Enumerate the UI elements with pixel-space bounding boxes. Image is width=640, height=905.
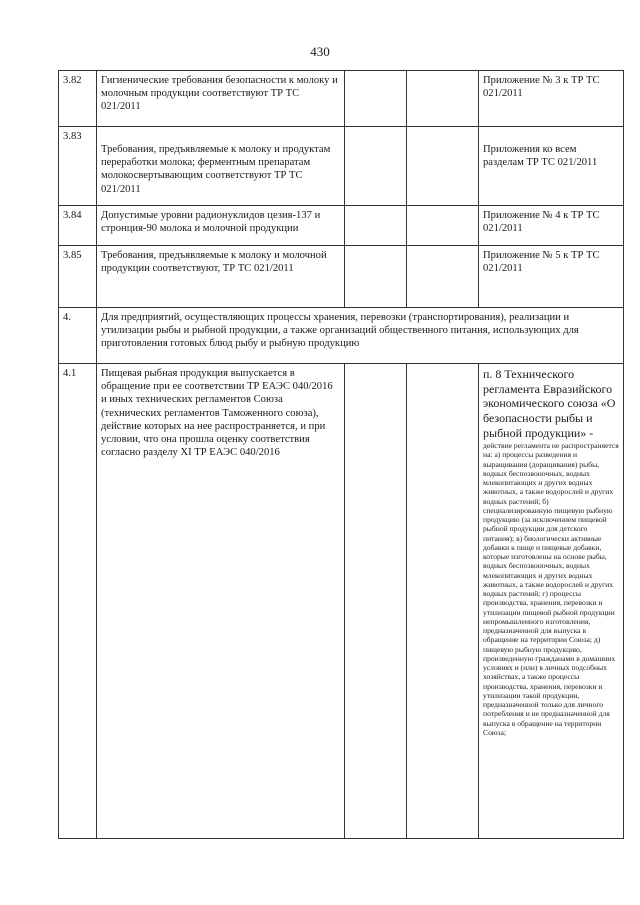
regulation-reference: Приложение № 5 к ТР ТС 021/2011 bbox=[479, 246, 624, 308]
regulation-reference bbox=[479, 364, 624, 839]
requirement-text: Пищевая рыбная продукция выпускается в обращение при ее соответствии ТР ЕАЭС 040/2016 и иных технических регламентов Союза (технических регламентов Таможенного союза), действие которых на нее распространяется, и при условии, что она прошла оценку соответствия согласно разделу XI ТР ЕАЭС 040/2016 bbox=[97, 364, 345, 839]
regulation-reference: Приложение № 4 к ТР ТС 021/2011 bbox=[479, 206, 624, 246]
empty-cell bbox=[407, 127, 479, 206]
table-row bbox=[59, 364, 624, 839]
empty-cell bbox=[407, 246, 479, 308]
row-number: 3.83 bbox=[59, 127, 97, 206]
regulation-reference: Приложение № 3 к ТР ТС 021/2011 bbox=[479, 71, 624, 127]
requirement-text: Допустимые уровни радионуклидов цезия-137 и стронция-90 молока и молочной продукции bbox=[97, 206, 345, 246]
table-row bbox=[59, 246, 624, 308]
empty-cell bbox=[345, 364, 407, 839]
empty-cell bbox=[345, 246, 407, 308]
regulation-exclusions: действие регламента не распространяется на: а) процессы разведения и выращивания (доращивания) рыбы, водных беспозвоночных, водных млекопитающих и других водных животных, а также водорослей и других водных растений; б) специализированную пищевую рыбную продукцию (за исключением пищевой рыбной продукции для детского питания); в) биологически активные добавки к пище и пищевые добавки, которые изготовлены на основе рыбы, водных беспозвоночных, водных млекопитающих и других водных животных, а также водорослей и других водных растений; г) процессы производства, хранения, перевозки и утилизации пищевой рыбной продукции непромышленного изготовления, предназначенной для выпуска в обращение на территории Союза; д) пищевую рыбную продукцию, произведенную гражданами в домашних условиях и (или) в личных подсобных хозяйствах, а также процессы производства, хранения, перевозки и утилизации такой продукции, предназначенной только для личного потребления и не предназначенной для выпуска в обращение на территории Союза; bbox=[483, 441, 619, 737]
row-number: 3.84 bbox=[59, 206, 97, 246]
regulation-reference: Приложения ко всем разделам ТР ТС 021/2011 bbox=[479, 127, 624, 206]
requirements-table bbox=[58, 70, 624, 839]
empty-cell bbox=[407, 364, 479, 839]
row-number: 3.82 bbox=[59, 71, 97, 127]
requirement-text: Требования, предъявляемые к молоку и продуктам переработки молока; ферментным препаратам молокосвертывающим соответствуют ТР ТС 021/2011 bbox=[97, 127, 345, 206]
empty-cell bbox=[407, 206, 479, 246]
table-row bbox=[59, 127, 624, 206]
section-row bbox=[59, 308, 624, 364]
empty-cell bbox=[345, 127, 407, 206]
empty-cell bbox=[345, 206, 407, 246]
requirement-text: Требования, предъявляемые к молоку и молочной продукции соответствуют, ТР ТС 021/2011 bbox=[97, 246, 345, 308]
table-row bbox=[59, 206, 624, 246]
row-number: 3.85 bbox=[59, 246, 97, 308]
page-number: 430 bbox=[310, 44, 330, 59]
table-row bbox=[59, 71, 624, 127]
regulation-title: п. 8 Технического регламента Евразийского экономического союза «О безопасности рыбы и рыбной продукции» - bbox=[483, 367, 616, 440]
empty-cell bbox=[407, 71, 479, 127]
requirement-text: Гигиенические требования безопасности к молоку и молочным продукции соответствуют ТР ТС 021/2011 bbox=[97, 71, 345, 127]
section-number: 4. bbox=[59, 308, 97, 364]
row-number: 4.1 bbox=[59, 364, 97, 839]
empty-cell bbox=[345, 71, 407, 127]
section-title: Для предприятий, осуществляющих процессы хранения, перевозки (транспортирования), реализации и утилизации рыбы и рыбной продукции, а также организаций общественного питания, использующих для приготовления готовых блюд рыбу и рыбную продукцию bbox=[97, 308, 624, 364]
